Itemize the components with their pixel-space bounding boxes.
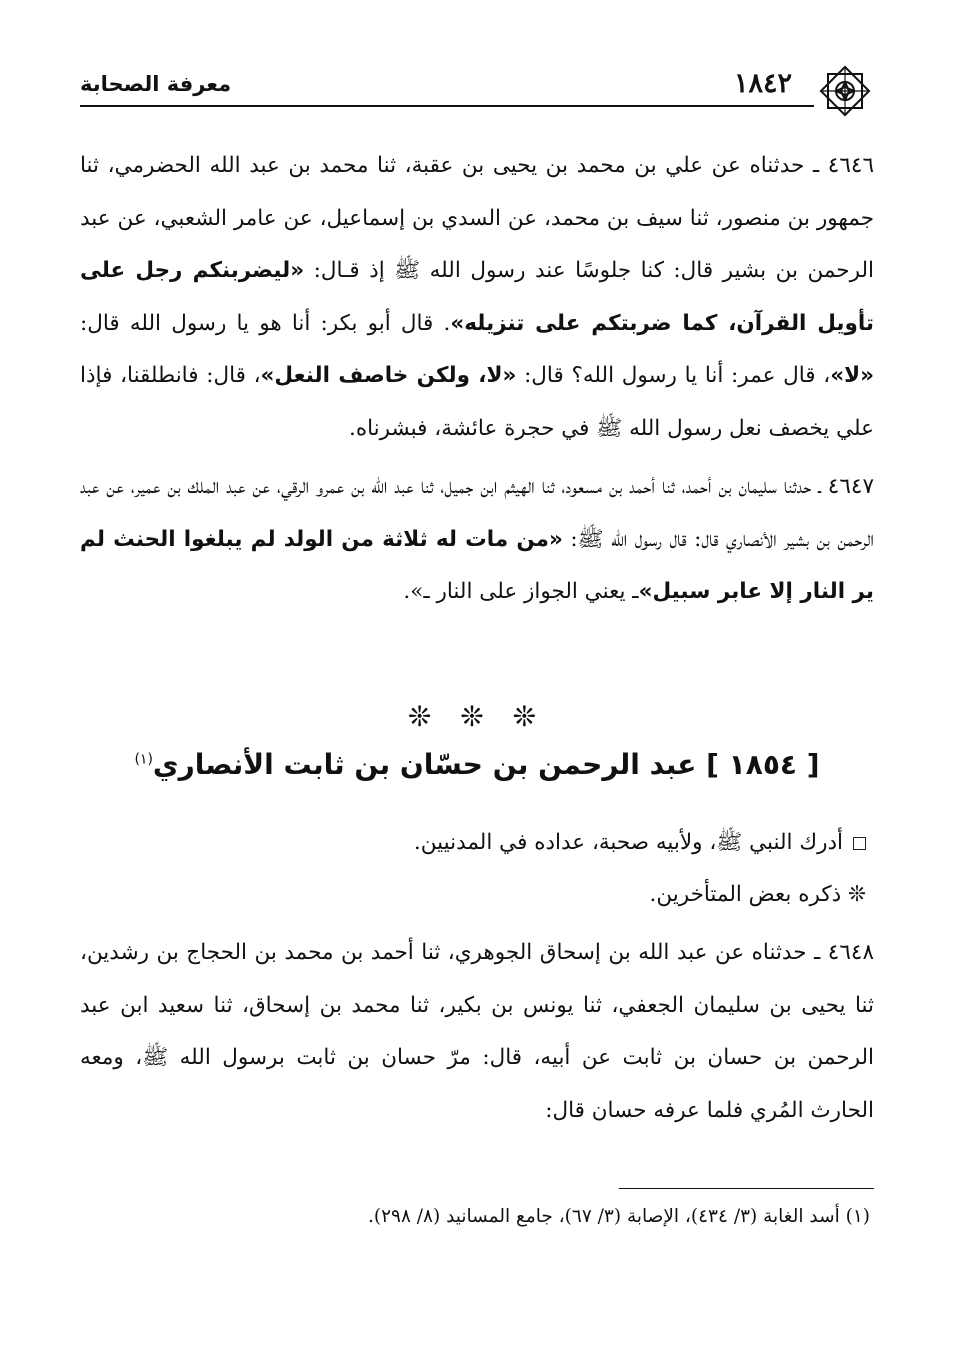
quote-bold: «لا، ولكن خاصف النعل» [260,363,517,388]
hadith-4647 [80,461,874,619]
text-segment: ـ يعني الجواز على النار ـ». [403,579,639,604]
text-segment: ٤٦٤٦ ـ حدثناه عن علي بن محمد بن يحيى بن عقبة، ثنا محمد بن عبد الله الحضرمي، ثنا جمهور بن منصور، ثنا سيف بن محمد، عن السدي بن إسماعيل، عن عامر الشعبي، عن عبد الرحمن بن بشير قال: كنا جلوسًا عند رسول الله ﷺ إذ قـال: [80,153,874,283]
hadith-4646 [80,140,874,455]
quote-bold: «لا» [830,363,874,388]
mention-line: ❊ ذكره بعض المتأخرين. [649,882,866,907]
hadith-4648: ٤٦٤٨ ـ حدثناه عن عبد الله بن إسحاق الجوهري، ثنا أحمد بن محمد بن الحجاج بن رشدين، ثنا يحيى بن سليمان الجعفي، ثنا يونس بن بكير، ثنا محمد بن إسحاق، ثنا سعيد ابن عبد الرحمن بن حسان بن ثابت عن أبيه، قال: مرّ حسان بن ثابت برسول الله ﷺ، ومعه الحارث المُري فلما عرفه حسان قال: [80,940,874,1123]
footnote: (١) أسد الغابة (٣/ ٤٣٤)، الإصابة (٣/ ٦٧)، جامع المسانيد (٨/ ٢٩٨). [367,1206,870,1227]
section-heading [80,748,874,781]
book-title: معرفة الصحابة [80,72,232,96]
main-text [80,140,874,619]
text-segment: ، قال: فانطلقنا، فإذا علي يخصف نعل رسول الله ﷺ في حجرة عائشة، فبشرناه. [80,363,874,441]
quote-bold: «ليضربنكم رجل على تأويل القرآن، كما ضربتكم على تنزيله» [80,258,875,336]
section-separator: ❊ ❊ ❊ [407,700,547,733]
page-number: ١٨٤٢ [733,68,792,99]
header-rule [80,105,814,107]
footnote-rule [619,1188,874,1189]
text-segment: ، قال عمر: أنا يا رسول الله؟ قال: [516,363,831,388]
heading-text: [ ١٨٥٤ ] عبد الرحمن بن حسّان بن ثابت الأنصاري [152,748,820,781]
note-text: أدرك النبي ﷺ، ولأبيه صحبة، عداده في المدنيين. [413,830,843,855]
footnote-ref: (١) [134,751,153,768]
text-segment: . قال أبو بكر: أنا هو يا رسول الله قال: [80,310,451,336]
page-header [80,60,874,122]
quote-bold: «من مات له ثلاثة من الولد لم يبلغوا الحنث لم ير النار إلا عابر سبيل» [80,526,874,604]
note-line [80,817,874,869]
square-box-icon [853,837,866,850]
text-segment: ٤٦٤٧ ـ حدثنا سليمان بن أحمد، ثنا أحمد بن مسعود، ثنا الهيثم ابن جميل، ثنا عبد الله بن عمرو الرقي، عن عبد الملك بن عمير، عن عبد الرحمن بن بشير الأنصاري قال: قال رسول الله ﷺ: [80,474,874,552]
section-body [80,817,874,1137]
ornament-star-icon [816,60,874,122]
